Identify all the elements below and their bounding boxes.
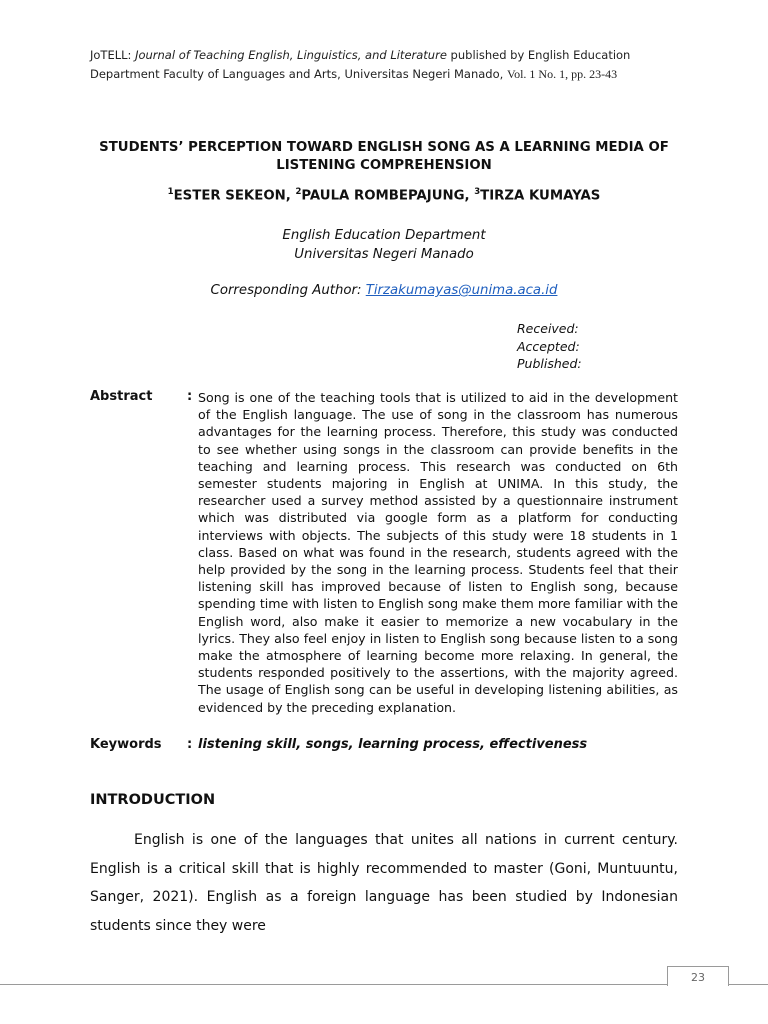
author-number: 3 — [474, 187, 481, 197]
keywords-text: listening skill, songs, learning process, effectiveness — [198, 737, 588, 752]
publication-dates — [517, 320, 582, 373]
abstract-label: Abstract — [90, 389, 153, 404]
abstract-colon: : — [187, 389, 193, 404]
affiliation-department: English Education Department — [282, 228, 486, 243]
author-name: TIRZA KUMAYAS — [480, 188, 601, 204]
author-number: 1 — [167, 187, 174, 197]
abstract-text: Song is one of the teaching tools that is utilized to aid in the development of the English language. The use of song in the classroom has numerous advantages for the learning process. Therefore, this study was conducted to see whether using songs in the classroom can provide benefits in the teaching and learning process. This research was conducted on 6th semester students majoring in English at UNIMA. In this study, the researcher used a survey method assisted by a questionnaire instrument which was distributed via google form as a platform for conducting interviews with objects. The subjects of this study were 18 students in 1 class. Based on what was found in the research, students agreed with the help provided by the song in the learning process. Students feel that their listening skill has improved because of listen to English song, because spending time with listen to English song make them more familiar with the English word, also make it easier to memorize a new vocabulary in the lyrics. They also feel enjoy in listen to English song because listen to a song make the atmosphere of learning become more relaxing. In general, the students responded positively to the assertions, with the majority agreed. The usage of English song can be useful in developing listening abilities, as evidenced by the preceding explanation. — [198, 390, 678, 715]
journal-volume: Vol. 1 No. 1, pp. 23-43 — [506, 67, 618, 81]
journal-name: Journal of Teaching English, Linguistics, and Literature — [135, 48, 447, 62]
author-number: 2 — [295, 187, 302, 197]
author-list — [90, 187, 678, 203]
journal-header — [90, 46, 690, 84]
corresponding-author — [90, 283, 678, 298]
received-label: Received: — [517, 321, 579, 336]
journal-publisher: published by English Education Department Faculty of Languages and Arts, Universitas Negeri Manado, — [90, 48, 631, 81]
corresponding-label: Corresponding Author: — [210, 283, 366, 298]
keywords-label: Keywords — [90, 737, 162, 752]
journal-prefix: JoTELL: — [90, 48, 136, 62]
footer-rule — [0, 984, 768, 985]
author-name: PAULA ROMBEPAJUNG, — [301, 188, 475, 204]
author-name: ESTER SEKEON, — [173, 188, 296, 204]
introduction-paragraph: English is one of the languages that unites all nations in current century. English is a critical skill that is highly recommended to master (Goni, Muntuuntu, Sanger, 2021). English as a foreign language has been studied by Indonesian students since they were — [90, 832, 678, 934]
keywords-colon: : — [187, 737, 193, 752]
section-heading-introduction: INTRODUCTION — [90, 792, 216, 808]
corresponding-email-link[interactable]: Tirzakumayas@unima.aca.id — [365, 283, 558, 298]
published-label: Published: — [517, 356, 582, 371]
affiliation-university: Universitas Negeri Manado — [294, 247, 474, 262]
affiliation — [90, 226, 678, 264]
paper-title: STUDENTS’ PERCEPTION TOWARD ENGLISH SONG AS A LEARNING MEDIA OF LISTENING COMPREHENSION — [99, 140, 669, 173]
accepted-label: Accepted: — [517, 338, 580, 354]
page-number: 23 — [667, 966, 729, 986]
